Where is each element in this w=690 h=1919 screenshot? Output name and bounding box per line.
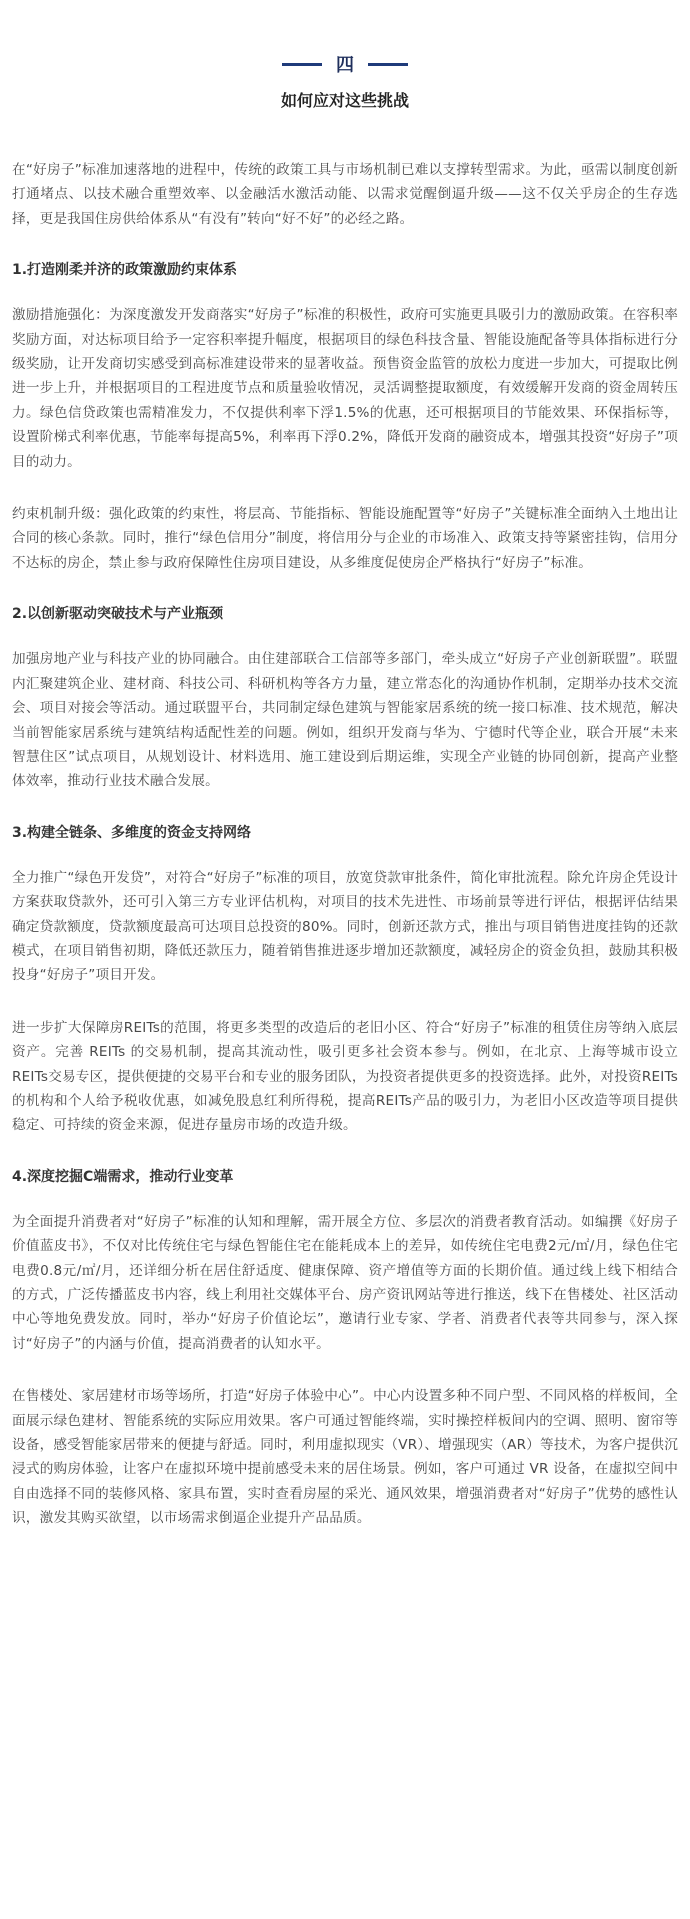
constraint-paragraph: 约束机制升级：强化政策的约束性，将层高、节能指标、智能设施配置等“好房子”关键标准全面纳入土地出让合同的核心条款。同时，推行“绿色信用分”制度，将信用分与企业的市场准入、政策支持等紧密挂钩，信用分不达标的房企，禁止参与政府保障性住房项目建设，从多维度促使房企严格执行“好房子”标准。 — [12, 506, 678, 571]
intro-paragraph: 在“好房子”标准加速落地的进程中，传统的政策工具与市场机制已难以支撑转型需求。为此，亟需以制度创新打通堵点、以技术融合重塑效率、以金融活水激活动能、以需求觉醒倒逼升级——这不仅关乎房企的生存选择，更是我国住房供给体系从“有没有”转向“好不好”的必经之路。 — [12, 162, 678, 227]
section-heading-2: 2.以创新驱动突破技术与产业瓶颈 — [12, 606, 224, 623]
right-rule — [368, 63, 408, 66]
article-body — [12, 158, 678, 1559]
reits-paragraph: 进一步扩大保障房REITs的范围，将更多类型的改造后的老旧小区、符合“好房子”标准的租赁住房等纳入底层资产。完善 REITs 的交易机制，提高其流动性，吸引更多社会资本参与。例如，在北京、上海等城市设立REITs交易专区，提供便捷的交易平台和专业的服务团队，为投资者提供更多的投资选择。此外，对投资REITs的机构和个人给予税收优惠，如减免股息红利所得税，提高REITs产品的吸引力，为老旧小区改造等项目提供稳定、可持续的资金来源，促进存量房市场的改造升级。 — [12, 1019, 678, 1134]
chapter-number: 四 — [336, 55, 354, 76]
left-rule — [282, 63, 322, 66]
section-heading-4: 4.深度挖掘C端需求，推动行业变革 — [12, 1168, 234, 1185]
consumer-education-paragraph: 为全面提升消费者对“好房子”标准的认知和理解，需开展全方位、多层次的消费者教育活动。如编撰《好房子价值蓝皮书》，不仅对比传统住宅与绿色智能住宅在能耗成本上的差异，如传统住宅电费2元/㎡/月，绿色住宅电费0.8元/㎡/月，还详细分析在居住舒适度、健康保障、资产增值等方面的长期价值。通过线上线下相结合的方式，广泛传播蓝皮书内容，线上利用社交媒体平台、房产资讯网站等进行推送，线下在售楼处、社区活动中心等地免费发放。同时，举办“好房子价值论坛”，邀请行业专家、学者、消费者代表等共同参与，深入探讨“好房子”的内涵与价值，提高消费者的认知水平。 — [12, 1213, 678, 1352]
section-heading-1: 1.打造刚柔并济的政策激励约束体系 — [12, 262, 238, 279]
innovation-paragraph: 加强房地产业与科技产业的协同融合。由住建部联合工信部等多部门，牵头成立“好房子产业创新联盟”。联盟内汇聚建筑企业、建材商、科技公司、科研机构等各方力量，建立常态化的沟通协作机制，定期举办技术交流会、项目对接会等活动。通过联盟平台，共同制定绿色建筑与智能家居系统的统一接口标准、技术规范，解决当前智能家居系统与建筑结构适配性差的问题。例如，组织开发商与华为、宁德时代等企业，联合开展“未来智慧住区”试点项目，从规划设计、材料选用、施工建设到后期运维，实现全产业链的协同创新，提高产业整体效率，推动行业技术融合发展。 — [12, 651, 678, 790]
green-loan-paragraph: 全力推广“绿色开发贷”，对符合“好房子”标准的项目，放宽贷款审批条件，简化审批流程。除允许房企凭设计方案获取贷款外，还可引入第三方专业评估机构，对项目的技术先进性、市场前景等进行评估，根据评估结果确定贷款额度，贷款额度最高可达项目总投资的80%。同时，创新还款方式，推出与项目销售进度挂钩的还款模式，在项目销售初期，降低还款压力，随着销售推进逐步增加还款额度，减轻房企的资金负担，鼓励其积极投身“好房子”项目开发。 — [12, 869, 678, 984]
chapter-header — [0, 50, 690, 111]
chapter-title: 如何应对这些挑战 — [280, 91, 409, 110]
incentive-paragraph: 激励措施强化：为深度激发开发商落实“好房子”标准的积极性，政府可实施更具吸引力的激励政策。在容积率奖励方面，对达标项目给予一定容积率提升幅度，根据项目的绿色科技含量、智能设施配备等具体指标进行分级奖励，让开发商切实感受到高标准建设带来的显著收益。预售资金监管的放松力度进一步加大，可提取比例进一步上升，并根据项目的工程进度节点和质量验收情况，灵活调整提取额度，有效缓解开发商的资金周转压力。绿色信贷政策也需精准发力，不仅提供利率下浮1.5%的优惠，还可根据项目的节能效果、环保指标等，设置阶梯式利率优惠，节能率每提高5%，利率再下浮0.2%，降低开发商的融资成本，增强其投资“好房子”项目的动力。 — [12, 307, 678, 470]
chapter-number-row — [0, 50, 690, 78]
experience-center-paragraph: 在售楼处、家居建材市场等场所，打造“好房子体验中心”。中心内设置多种不同户型、不同风格的样板间，全面展示绿色建材、智能系统的实际应用效果。客户可通过智能终端，实时操控样板间内的空调、照明、窗帘等设备，感受智能家居带来的便捷与舒适。同时，利用虚拟现实（VR）、增强现实（AR）等技术，为客户提供沉浸式的购房体验，让客户在虚拟环境中提前感受未来的居住场景。例如，客户可通过 VR 设备，在虚拟空间中自由选择不同的装修风格、家具布置，实时查看房屋的采光、通风效果，增强消费者对“好房子”优势的感性认识，激发其购买欲望，以市场需求倒逼企业提升产品品质。 — [12, 1388, 678, 1527]
section-heading-3: 3.构建全链条、多维度的资金支持网络 — [12, 824, 252, 841]
